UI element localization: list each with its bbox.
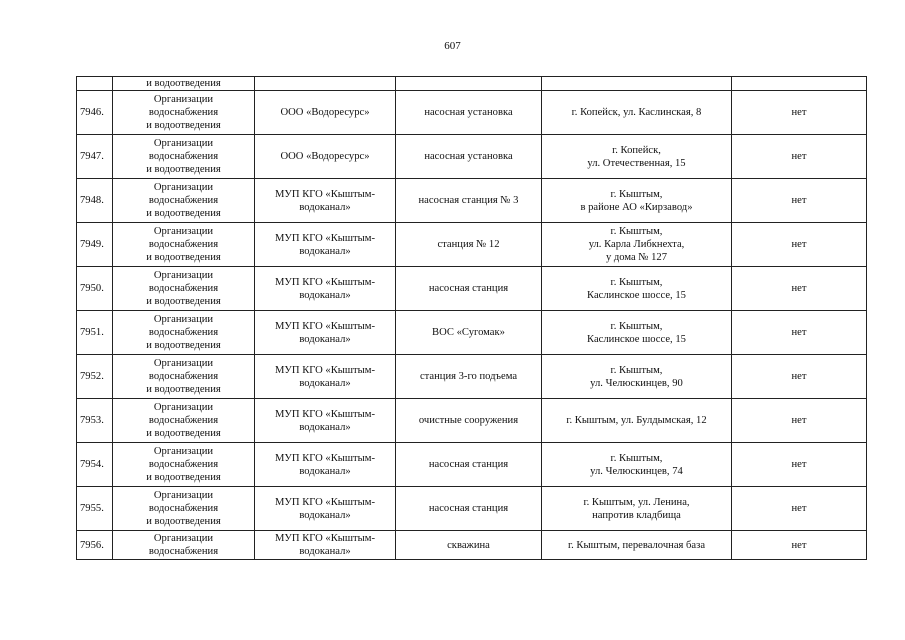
organization-cell bbox=[255, 267, 396, 311]
category-line: водоснабжения bbox=[148, 195, 219, 206]
address-cell bbox=[542, 179, 732, 223]
address-cell bbox=[542, 223, 732, 267]
address-line: г. Кыштым, bbox=[610, 320, 663, 332]
object-line: насосная станция № 3 bbox=[418, 195, 519, 206]
table-row bbox=[77, 223, 867, 267]
object-line: насосная станция bbox=[428, 283, 509, 294]
flag-cell: нет bbox=[732, 267, 867, 311]
address-line: г. Кыштым, ул. Булдымская, 12 bbox=[566, 415, 707, 426]
category-line: Организации bbox=[153, 533, 214, 544]
flag-cell: нет bbox=[732, 355, 867, 399]
address-cell bbox=[542, 91, 732, 135]
address-line: ул. Карла Либкнехта, bbox=[588, 239, 685, 250]
flag-cell: нет bbox=[732, 223, 867, 267]
object-cell bbox=[396, 311, 542, 355]
category-line: Организации bbox=[153, 182, 214, 193]
category-line: водоснабжения bbox=[148, 107, 219, 118]
organization-line: водоканал» bbox=[299, 465, 351, 477]
organization-cell bbox=[255, 179, 396, 223]
category-line: Организации bbox=[153, 402, 214, 413]
category-cell bbox=[113, 77, 255, 91]
address-cell bbox=[542, 443, 732, 487]
organization-cell bbox=[255, 223, 396, 267]
object-line: станция 3-го подъема bbox=[419, 371, 518, 382]
row-number-cell: 7946. bbox=[77, 91, 113, 135]
row-number-cell: 7949. bbox=[77, 223, 113, 267]
organization-line: МУП КГО «Кыштым- bbox=[274, 320, 376, 332]
category-line: Организации bbox=[153, 226, 214, 237]
address-cell bbox=[542, 355, 732, 399]
object-cell bbox=[396, 531, 542, 560]
category-cell bbox=[113, 399, 255, 443]
object-cell bbox=[396, 487, 542, 531]
organization-cell bbox=[255, 355, 396, 399]
category-line: водоснабжения bbox=[148, 283, 219, 294]
organization-line: водоканал» bbox=[299, 546, 351, 557]
registry-table bbox=[76, 76, 867, 560]
address-line: г. Кыштым, bbox=[610, 226, 663, 237]
category-line: водоснабжения bbox=[148, 239, 219, 250]
category-line: и водоотведения bbox=[146, 296, 221, 307]
row-number-cell: 7947. bbox=[77, 135, 113, 179]
flag-cell: нет bbox=[732, 399, 867, 443]
category-line: и водоотведения bbox=[146, 208, 221, 219]
flag-cell: нет bbox=[732, 443, 867, 487]
category-line: водоснабжения bbox=[148, 503, 219, 514]
table-row bbox=[77, 531, 867, 560]
organization-line: ООО «Водоресурс» bbox=[280, 151, 370, 162]
table-row bbox=[77, 443, 867, 487]
object-line: насосная установка bbox=[424, 107, 513, 118]
object-line: очистные сооружения bbox=[418, 415, 519, 426]
category-line: водоснабжения bbox=[148, 327, 219, 338]
row-number-cell bbox=[77, 77, 113, 91]
flag-cell: нет bbox=[732, 311, 867, 355]
category-line: и водоотведения bbox=[146, 252, 221, 263]
address-line: Каслинское шоссе, 15 bbox=[587, 333, 686, 345]
category-line: и водоотведения bbox=[146, 428, 221, 439]
address-cell bbox=[542, 399, 732, 443]
flag-cell: нет bbox=[732, 135, 867, 179]
category-line: Организации bbox=[153, 358, 214, 369]
organization-line: МУП КГО «Кыштым- bbox=[274, 452, 376, 464]
object-cell bbox=[396, 179, 542, 223]
category-line: и водоотведения bbox=[146, 340, 221, 351]
category-line: водоснабжения bbox=[148, 459, 219, 470]
category-cell bbox=[113, 91, 255, 135]
category-line: Организации bbox=[153, 94, 214, 105]
table-row bbox=[77, 399, 867, 443]
category-cell bbox=[113, 223, 255, 267]
row-number-cell: 7950. bbox=[77, 267, 113, 311]
category-cell bbox=[113, 531, 255, 560]
category-line: и водоотведения bbox=[146, 77, 221, 89]
table-row bbox=[77, 267, 867, 311]
organization-cell bbox=[255, 135, 396, 179]
organization-cell bbox=[255, 487, 396, 531]
address-line: г. Кыштым, ул. Ленина, bbox=[583, 496, 690, 508]
organization-cell bbox=[255, 77, 396, 91]
address-line: ул. Челюскинцев, 74 bbox=[590, 465, 683, 477]
object-line: скважина bbox=[447, 539, 490, 551]
category-line: Организации bbox=[153, 314, 214, 325]
organization-line: водоканал» bbox=[299, 289, 351, 301]
object-cell bbox=[396, 223, 542, 267]
address-cell bbox=[542, 311, 732, 355]
address-line: г. Кыштым, bbox=[610, 276, 663, 288]
category-line: и водоотведения bbox=[146, 472, 221, 483]
address-line: г. Кыштым, bbox=[610, 364, 663, 376]
address-line: г. Кыштым, bbox=[610, 188, 663, 200]
row-number-cell: 7951. bbox=[77, 311, 113, 355]
address-line: г. Кыштым, перевалочная база bbox=[567, 539, 706, 551]
address-cell bbox=[542, 267, 732, 311]
address-cell bbox=[542, 531, 732, 560]
category-line: Организации bbox=[153, 270, 214, 281]
object-line: насосная установка bbox=[424, 151, 513, 162]
organization-cell bbox=[255, 443, 396, 487]
organization-line: ООО «Водоресурс» bbox=[280, 107, 370, 118]
category-line: водоснабжения bbox=[148, 546, 219, 557]
category-line: Организации bbox=[153, 138, 214, 149]
category-cell bbox=[113, 487, 255, 531]
category-cell bbox=[113, 135, 255, 179]
object-cell bbox=[396, 77, 542, 91]
category-line: и водоотведения bbox=[146, 516, 221, 527]
address-cell bbox=[542, 135, 732, 179]
organization-line: МУП КГО «Кыштым- bbox=[274, 408, 376, 420]
category-cell bbox=[113, 267, 255, 311]
organization-line: водоканал» bbox=[299, 421, 351, 433]
address-line: в районе АО «Кирзавод» bbox=[580, 201, 693, 213]
row-number-cell: 7956. bbox=[77, 531, 113, 560]
object-cell bbox=[396, 267, 542, 311]
address-line: напротив кладбища bbox=[592, 509, 681, 521]
organization-line: водоканал» bbox=[299, 201, 351, 213]
object-cell bbox=[396, 91, 542, 135]
category-cell bbox=[113, 443, 255, 487]
address-line: г. Копейск, ул. Каслинская, 8 bbox=[571, 107, 702, 118]
organization-cell bbox=[255, 399, 396, 443]
category-line: Организации bbox=[153, 490, 214, 501]
row-number-cell: 7952. bbox=[77, 355, 113, 399]
row-number-cell: 7953. bbox=[77, 399, 113, 443]
flag-cell: нет bbox=[732, 179, 867, 223]
organization-cell bbox=[255, 311, 396, 355]
organization-line: МУП КГО «Кыштым- bbox=[274, 364, 376, 376]
category-cell bbox=[113, 179, 255, 223]
object-cell bbox=[396, 135, 542, 179]
organization-line: водоканал» bbox=[299, 509, 351, 521]
category-line: и водоотведения bbox=[146, 164, 221, 175]
object-line: насосная станция bbox=[428, 503, 509, 514]
category-line: водоснабжения bbox=[148, 151, 219, 162]
address-cell bbox=[542, 487, 732, 531]
category-line: водоснабжения bbox=[148, 371, 219, 382]
category-line: водоснабжения bbox=[148, 415, 219, 426]
flag-cell bbox=[732, 77, 867, 91]
row-number-cell: 7955. bbox=[77, 487, 113, 531]
organization-line: МУП КГО «Кыштым- bbox=[274, 496, 376, 508]
organization-line: МУП КГО «Кыштым- bbox=[274, 232, 376, 244]
address-line: ул. Челюскинцев, 90 bbox=[590, 377, 683, 389]
category-line: и водоотведения bbox=[146, 120, 221, 131]
table-row bbox=[77, 77, 867, 91]
organization-line: водоканал» bbox=[299, 377, 351, 389]
organization-line: МУП КГО «Кыштым- bbox=[274, 188, 376, 200]
organization-line: МУП КГО «Кыштым- bbox=[274, 276, 376, 288]
category-cell bbox=[113, 355, 255, 399]
category-line: и водоотведения bbox=[146, 384, 221, 395]
address-line: г. Копейск, bbox=[612, 144, 661, 156]
row-number-cell: 7954. bbox=[77, 443, 113, 487]
address-cell bbox=[542, 77, 732, 91]
organization-line: водоканал» bbox=[299, 333, 351, 345]
object-line: ВОС «Сугомак» bbox=[432, 327, 505, 338]
table-row bbox=[77, 179, 867, 223]
organization-line: МУП КГО «Кыштым- bbox=[274, 533, 376, 544]
category-cell bbox=[113, 311, 255, 355]
table-row bbox=[77, 91, 867, 135]
organization-line: водоканал» bbox=[299, 245, 351, 257]
flag-cell: нет bbox=[732, 531, 867, 560]
row-number-cell: 7948. bbox=[77, 179, 113, 223]
address-line: Каслинское шоссе, 15 bbox=[587, 289, 686, 301]
object-line: станция № 12 bbox=[437, 239, 500, 250]
flag-cell: нет bbox=[732, 91, 867, 135]
object-line: насосная станция bbox=[428, 459, 509, 470]
object-cell bbox=[396, 443, 542, 487]
flag-cell: нет bbox=[732, 487, 867, 531]
page-number: 607 bbox=[444, 40, 461, 52]
table-row bbox=[77, 135, 867, 179]
address-line: ул. Отечественная, 15 bbox=[587, 157, 686, 169]
table-row bbox=[77, 355, 867, 399]
category-line: Организации bbox=[153, 446, 214, 457]
address-line: у дома № 127 bbox=[605, 252, 668, 263]
registry-table-body bbox=[77, 77, 867, 560]
table-row bbox=[77, 311, 867, 355]
address-line: г. Кыштым, bbox=[610, 452, 663, 464]
object-cell bbox=[396, 399, 542, 443]
organization-cell bbox=[255, 531, 396, 560]
table-row bbox=[77, 487, 867, 531]
organization-cell bbox=[255, 91, 396, 135]
object-cell bbox=[396, 355, 542, 399]
